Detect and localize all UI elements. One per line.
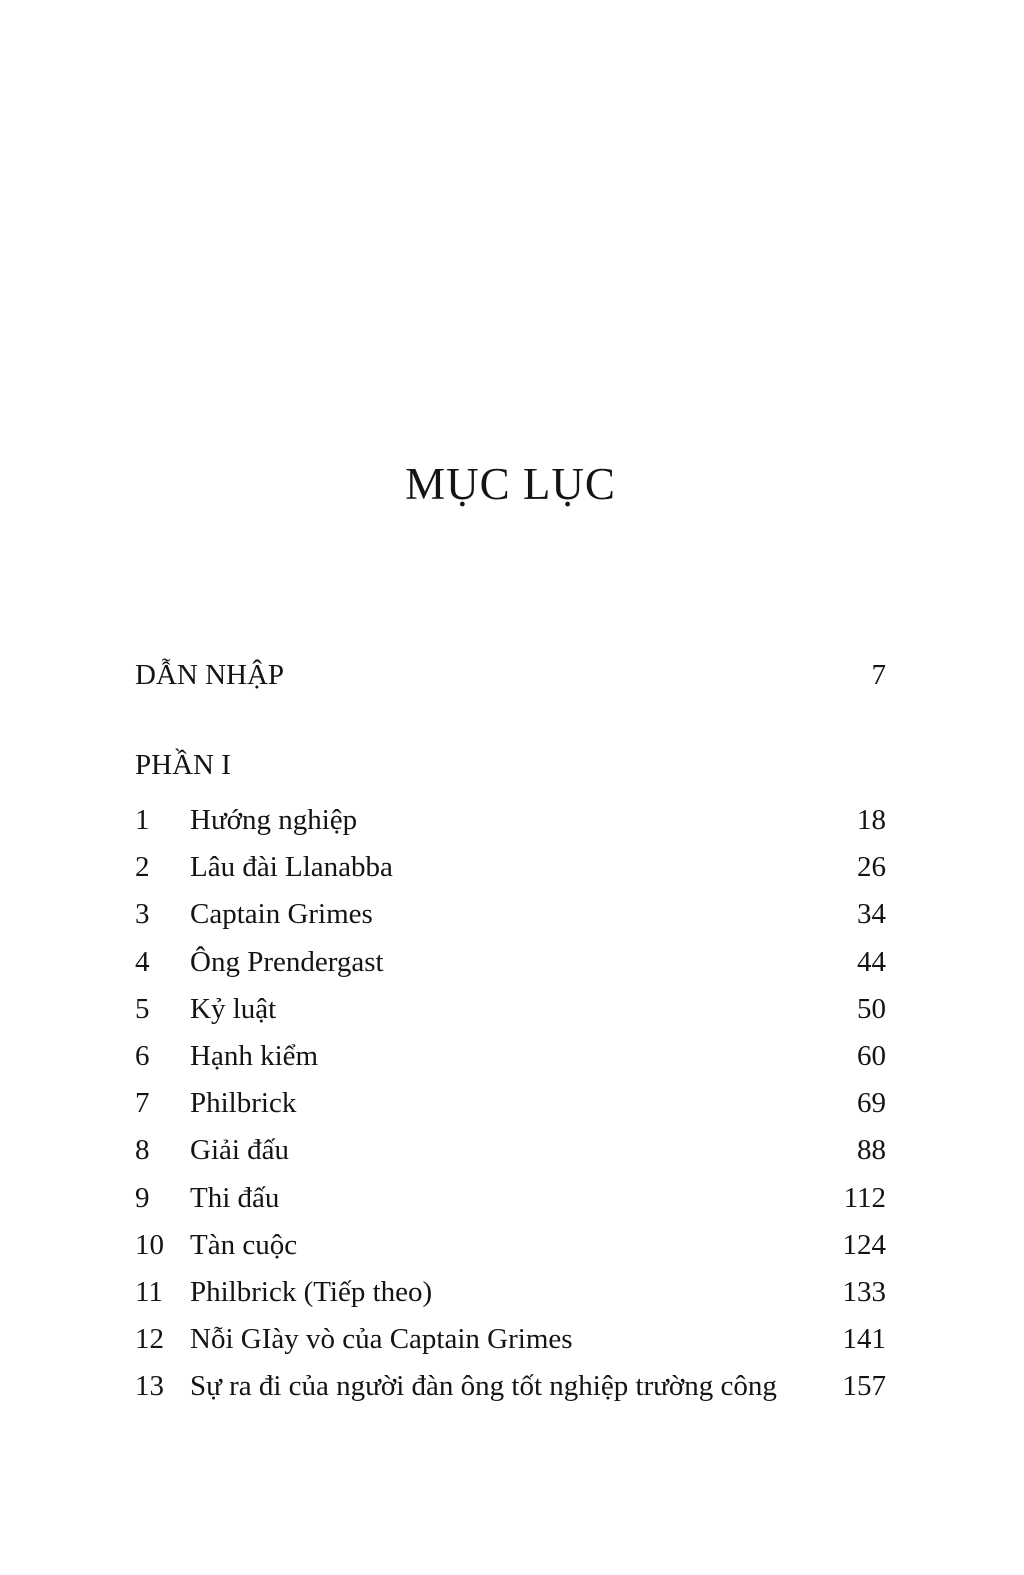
chapter-page-number: 34 — [857, 898, 886, 931]
intro-page-number: 7 — [871, 659, 886, 691]
chapter-page-number: 50 — [857, 992, 886, 1025]
chapter-title: Philbrick — [190, 1087, 297, 1120]
chapter-number: 10 — [135, 1228, 164, 1261]
chapter-list — [135, 797, 886, 1410]
chapter-title: Kỷ luật — [190, 992, 277, 1025]
chapter-page-number: 124 — [842, 1228, 886, 1261]
chapter-number: 6 — [135, 1039, 150, 1072]
chapter-number: 1 — [135, 804, 150, 836]
chapter-number: 9 — [135, 1181, 150, 1214]
chapter-title: Lâu đài Llanabba — [190, 851, 393, 884]
chapter-number: 8 — [135, 1134, 150, 1167]
chapter-number: 13 — [135, 1370, 164, 1403]
table-row — [135, 797, 886, 844]
table-row — [135, 1175, 886, 1222]
toc-content — [135, 0, 886, 1575]
chapter-page-number: 60 — [857, 1039, 886, 1072]
chapter-title: Hạnh kiểm — [190, 1039, 319, 1072]
chapter-number: 7 — [135, 1087, 150, 1120]
table-row — [135, 891, 886, 938]
chapter-title: Philbrick (Tiếp theo) — [190, 1275, 433, 1308]
chapter-page-number: 112 — [843, 1181, 886, 1214]
chapter-title: Tàn cuộc — [190, 1228, 298, 1261]
chapter-page-number: 26 — [857, 851, 886, 884]
chapter-number: 3 — [135, 898, 150, 931]
table-row — [135, 844, 886, 891]
part-heading: PHẦN I — [135, 749, 231, 781]
chapter-number: 4 — [135, 945, 150, 978]
table-row — [135, 939, 886, 986]
intro-label: DẪN NHẬP — [135, 659, 285, 691]
chapter-page-number: 141 — [842, 1323, 886, 1356]
chapter-page-number: 88 — [857, 1134, 886, 1167]
chapter-number: 2 — [135, 851, 150, 884]
table-row — [135, 1127, 886, 1174]
chapter-page-number: 18 — [857, 804, 886, 836]
chapter-title: Sự ra đi của người đàn ông tốt nghiệp trường công — [190, 1370, 777, 1403]
chapter-number: 12 — [135, 1323, 164, 1356]
page-title: MỤC LỤC — [405, 459, 616, 509]
chapter-number: 5 — [135, 992, 150, 1025]
chapter-title: Ông Prendergast — [190, 945, 384, 978]
chapter-page-number: 133 — [842, 1275, 886, 1308]
chapter-title: Hướng nghiệp — [190, 804, 358, 836]
chapter-title: Captain Grimes — [190, 898, 373, 931]
table-row — [135, 1222, 886, 1269]
chapter-number: 11 — [135, 1275, 163, 1308]
table-row — [135, 1269, 886, 1316]
table-row — [135, 1363, 886, 1410]
toc-row-intro — [135, 659, 886, 692]
chapter-title: Nỗi GIày vò của Captain Grimes — [190, 1323, 573, 1356]
table-row — [135, 1316, 886, 1363]
table-row — [135, 1080, 886, 1127]
table-row — [135, 986, 886, 1033]
chapter-title: Giải đấu — [190, 1134, 290, 1167]
chapter-page-number: 69 — [857, 1087, 886, 1120]
chapter-page-number: 157 — [842, 1370, 886, 1403]
table-row — [135, 1033, 886, 1080]
chapter-title: Thi đấu — [190, 1181, 280, 1214]
chapter-page-number: 44 — [857, 945, 886, 978]
